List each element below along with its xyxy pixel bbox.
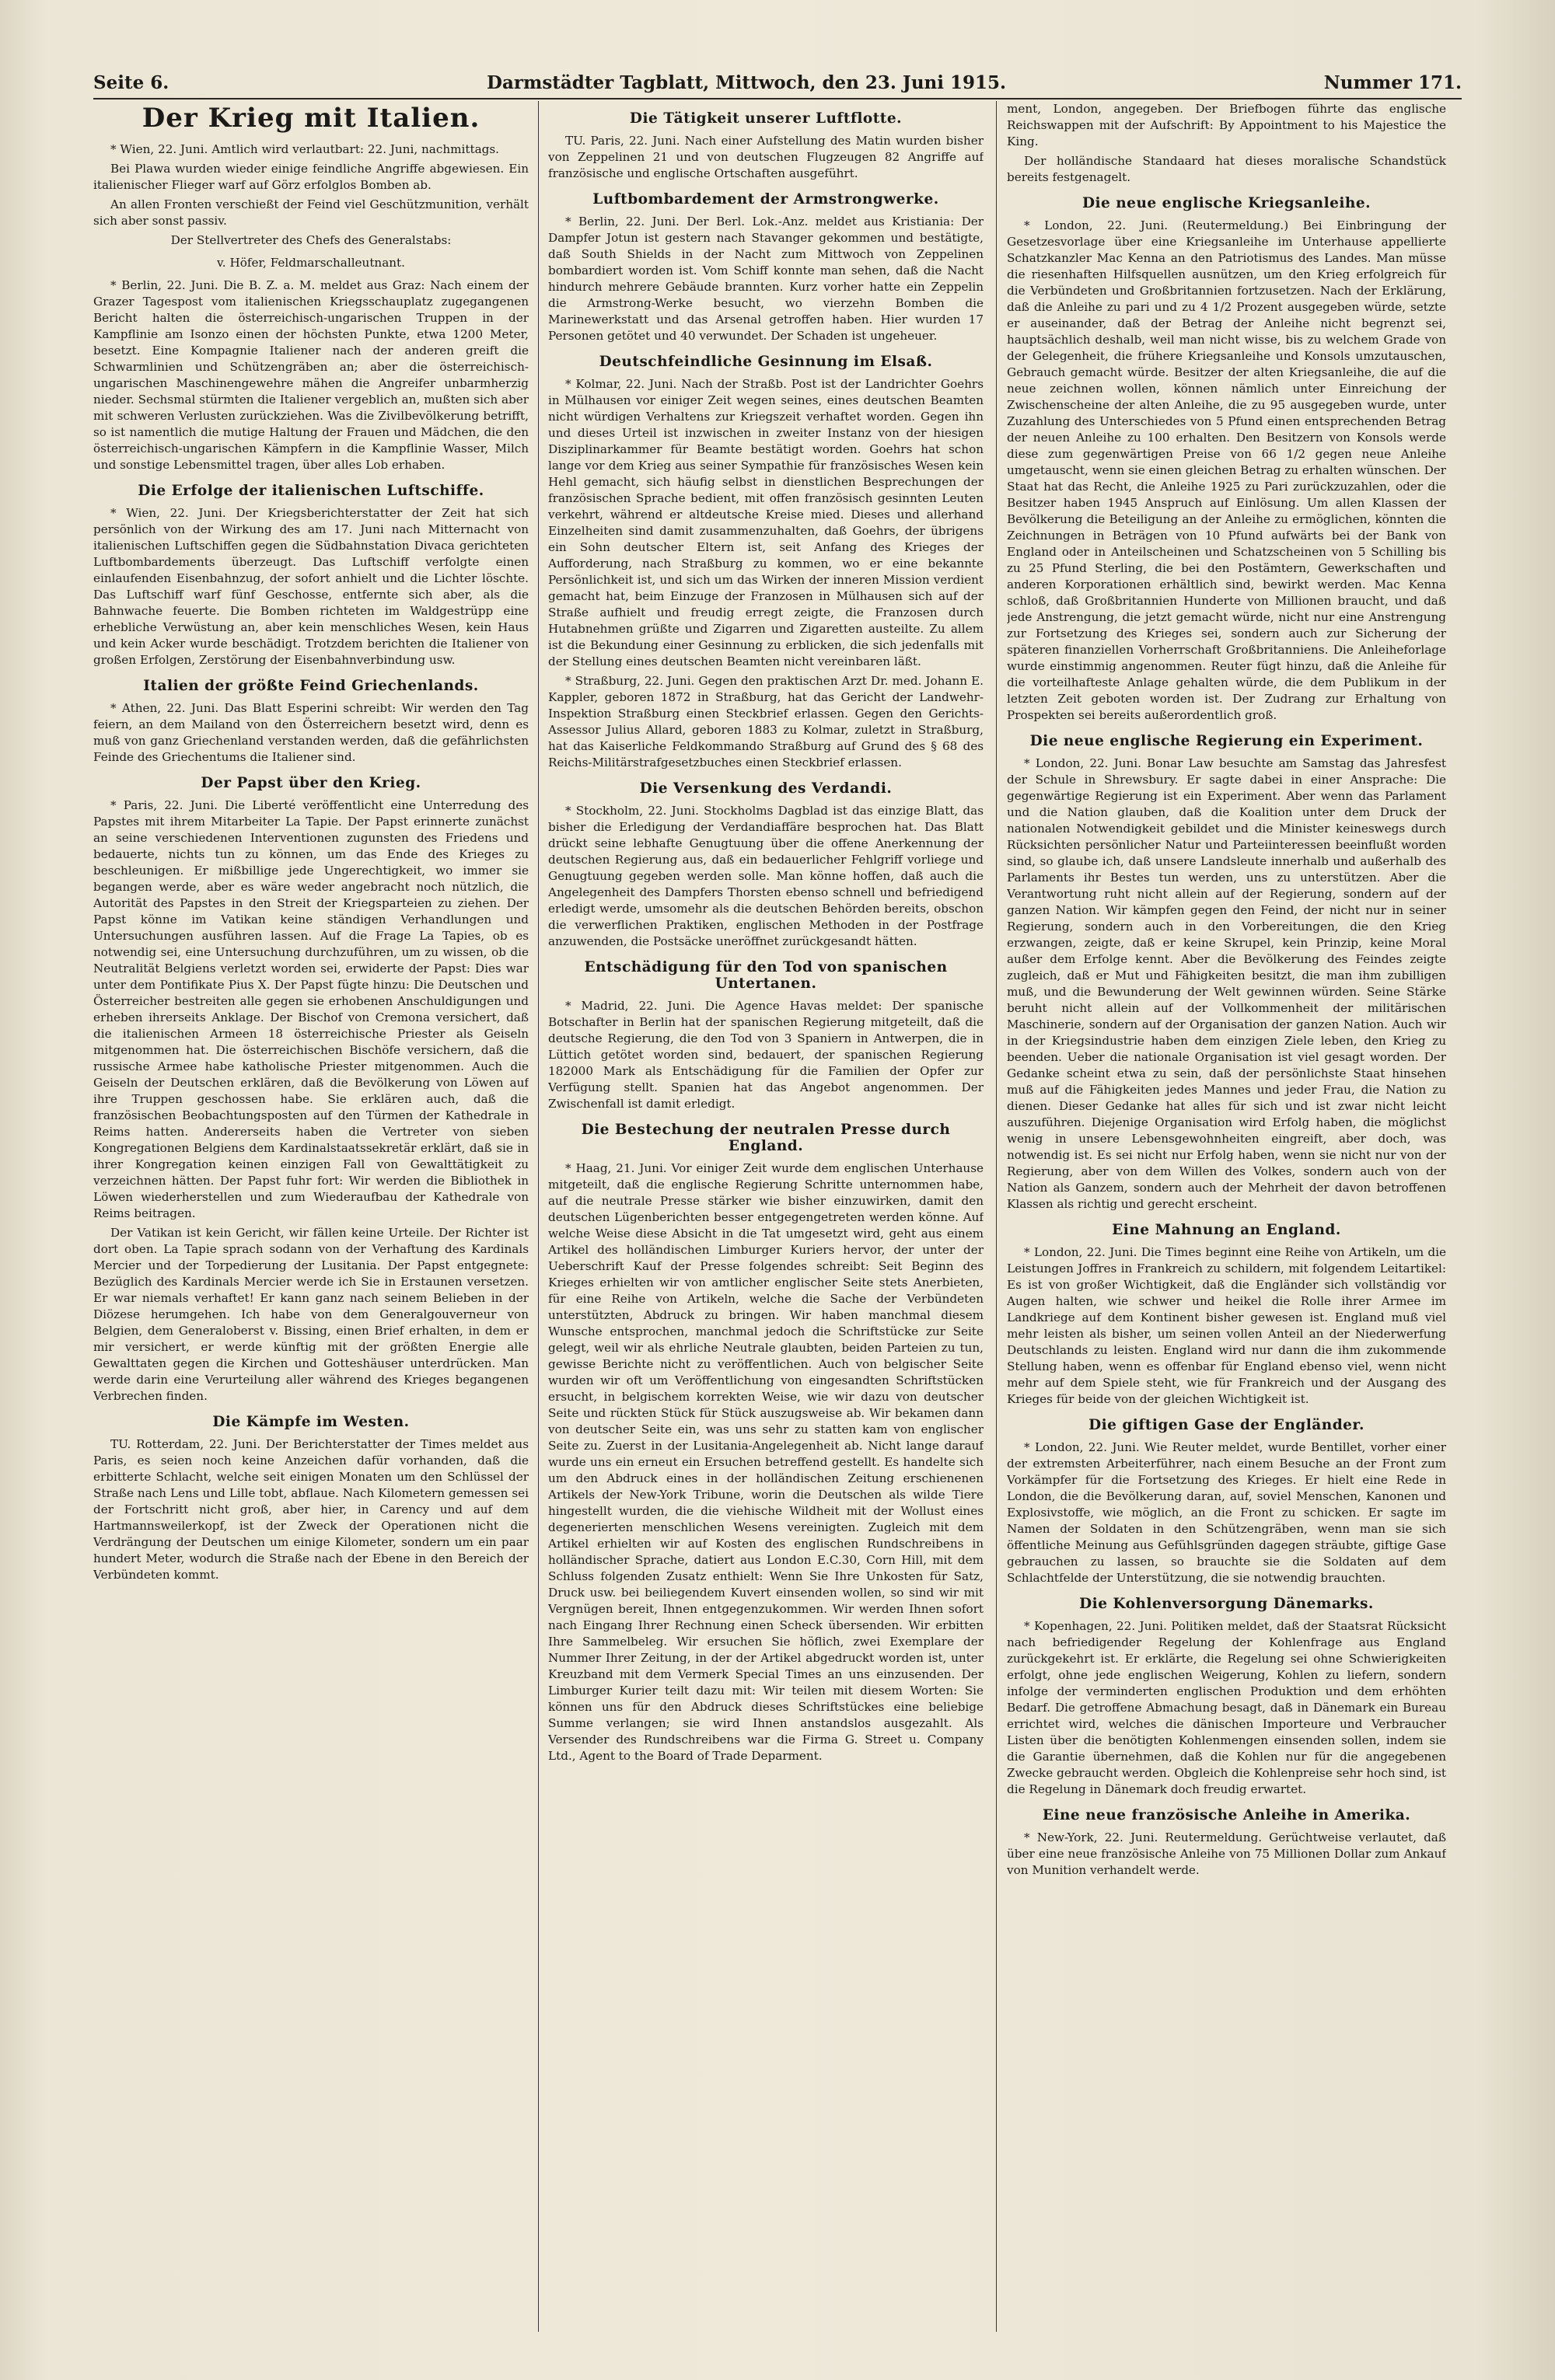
column-divider [538, 101, 539, 2332]
article-paragraph: An allen Fronten verschießt der Feind viel Geschützmunition, verhält sich aber sonst passiv. [93, 197, 529, 228]
article-paragraph: * New-York, 22. Juni. Reutermeldung. Gerüchtweise verlautet, daß über eine neue französische Anleihe von 75 Millionen Dollar zum Ankauf von Munition verhandelt werde. [1007, 1830, 1446, 1877]
article-paragraph: Bei Plawa wurden wieder einige feindliche Angriffe abgewiesen. Ein italienischer Flieger warf auf Görz erfolglos Bomben ab. [93, 162, 529, 192]
article-paragraph: * Haag, 21. Juni. Vor einiger Zeit wurde dem englischen Unterhause mitgeteilt, daß die englische Regierung Schritte unternommen habe, auf die neutrale Presse stärker wie bisher einzuwirken, damit den deutschen Lügenberichten besser entgegengetreten werden könne. Auf welche Weise diese Absicht in die Tat umgesetzt wird, geht aus einem Artikel des holländischen Limburger Kuriers hervor, der unter der Ueberschrift Kauf der Presse folgendes schreibt: Seit Beginn des Krieges erhielten wir von amtlicher englischer Seite stets Anerbieten, für eine Reihe von Artikeln, welche die Sache der Verbündeten unterstützten, Abdruck zu bringen. Wir haben manchmal diesem Wunsche entsprochen, manchmal jedoch die Schriftstücke zur Seite gelegt, weil wir als ehrliche Neutrale glaubten, beiden Parteien zu tun, gewisse Berichte nicht zu veröffentlichen. Auch von belgischer Seite wurden wir oft um Veröffentlichung von eingesandten Schriftstücken ersucht, in belgischem korrekten Weise, wie wir dazu von deutscher Seite und rückten Stück für Stück auszugsweise ab. Wir bekamen dann von deutscher Seite ein, was uns sehr zu statten kam von englischer Seite zu. Zuerst in der Lusitania-Angelegenheit ab. Nicht lange darauf wurde uns ein erneut ein Ersuchen betreffend gestellt. Es handelte sich um den Abdruck eines in der holländischen Zeitung erschienenen Artikels der New-York Tribune, worin die Deutschen als wilde Tiere hingestellt wurden, die die viehische Wildheit mit der Wollust eines degenerierten menschlichen Wesens vereinigten. Zugleich mit dem Artikel erhielten wir auf Kosten des englischen Rundschreibens in holländischer Sprache, datiert aus London E.C.30, Corn Hill, mit dem Schluss folgenden Zusatz enthielt: Wenn Sie Ihre Unkosten für Satz, Druck usw. bei beiliegendem Kuvert einsenden wollen, so sind wir mit Vergnügen bereit, Ihnen entgegenzukommen. Wir werden Ihnen sofort nach Eingang Ihrer Rechnung einen Scheck übersenden. Wir erbitten Ihre Sammelbeleg. Wir ersuchen Sie höflich, zwei Exemplare der Nummer Ihrer Zeitung, in der der Artikel abgedruckt worden ist, unter Kreuzband mit dem Vermerk Special Times an uns einzusenden. Der Limburger Kurier teilt dazu mit: Wir teilen mit diesem Worten: Sie können uns für den Abdruck dieses Schriftstückes eine beliebige Summe verlangen; sie wird Ihnen anstandslos ausgezahlt. Als Versender des Rundschreibens war die Firma G. Street u. Company Ltd., Agent to the Board of Trade Deparment. [548, 1161, 984, 1763]
article-headline: Die Tätigkeit unserer Luftflotte. [629, 110, 903, 127]
article-paragraph: * London, 22. Juni. Bonar Law besuchte am Samstag das Jahresfest der Schule in Shrewsbury. Er sagte dabei in einer Ansprache: Die gegenwärtige Regierung ist ein Experiment. Aber wenn das Parlament und die Nation glauben, daß die Koalition unter dem Druck der nationalen Notwendigkeit gebildet und die Minister keineswegs durch Rücksichten persönlicher Natur und Parteiinteressen beeinflußt worden sind, so glaube ich, daß unsere Landsleute innerhalb und außerhalb des Parlaments ihr Bestes tun werden, uns zu unterstützen. Aber die Verantwortung ruht nicht allein auf der Regierung, sondern auf der ganzen Nation. Wir kämpfen gegen den Feind, der nicht nur in seiner Regierung, sondern auch in den Vorbereitungen, die den Krieg erzwangen, zeigte, daß er keine Skrupel, kein Prinzip, keine Moral außer dem Erfolge kennt. Aber die Bevölkerung des Feindes zeigte zugleich, daß er Mut und Fähigkeiten besitzt, die man ihm zubilligen muß, und die Bewunderung der Welt gewinnen würden. Seine Stärke beruht nicht allein auf der Vollkommenheit der militärischen Maschinerie, sondern auf der Organisation der ganzen Nation. Auch wir in der Kriegsindustrie haben dem einzigen Ziele leben, den Krieg zu beenden. Ueber die nationale Organisation ist viel gesagt worden. Der Gedanke scheint etwa zu sein, daß der persönlichste Staat hinsehen muß auf die Fähigkeiten jedes Mannes und jeder Frau, die Nation zu dienen. Dieser Gedanke hat alles für sich und ist zwar nicht leicht auszuführen. Diejenige Organisation wird Erfolg haben, die möglichst wenig in unsere Lebensgewohnheiten eingreift, aber doch, was notwendig ist. Es sei nicht nur Erfolg haben, wenn sie nicht nur von der Regierung, aber von dem Willen des Volkes, sondern auch von der Nation als Ganzem, sondern auch der Mehrheit der davon betroffenen Klassen als richtig und gerecht erscheint. [1007, 756, 1446, 1211]
column-3 [1007, 101, 1446, 2340]
newspaper-title: Darmstädter Tagblatt, Mittwoch, den 23. Juni 1915. [487, 72, 1007, 93]
article-headline: Italien der größte Feind Griechenlands. [143, 678, 479, 694]
article-paragraph: * Kolmar, 22. Juni. Nach der Straßb. Post ist der Landrichter Goehrs in Mülhausen vor einiger Zeit wegen seines, eines deutschen Beamten nicht würdigen Verhaltens zur Kriegszeit verhaftet worden. Gegen ihn und dieses Urteil ist inzwischen in zweiter Instanz von der hiesigen Disziplinarkammer für Beamte bestätigt worden. Goehrs hat schon lange vor dem Krieg aus seiner Sympathie für französisches Wesen kein Hehl gemacht, sich häufig selbst in dienstlichen Besprechungen der französischen Sprache bedient, mit offen französisch gesinnten Leuten verkehrt, während er altdeutsche Kreise mied. Dieses und allerhand Einzelheiten sind damit zusammenzuhalten, daß Goehrs, der übrigens ein Sohn deutscher Eltern ist, seit Anfang des Krieges der Aufforderung, nach Straßburg zu kommen, wo er eine bekannte Persönlichkeit ist, und sich um das Wirken der inneren Mission verdient gemacht hat, beim Einzuge der Franzosen in Mülhausen sich auf der Straße aufhielt und freudig erregt zeigte, die Franzosen durch Hutabnehmen grüßte und Zigarren und Zigaretten austeilte. Zu allem ist die Bekundung einer Gesinnung zu erblicken, die sich jedenfalls mit der Stellung eines deutschen Beamten nicht vereinbaren läßt. [548, 377, 984, 668]
column-divider [996, 101, 997, 2332]
article-paragraph: * Kopenhagen, 22. Juni. Politiken meldet, daß der Staatsrat Rücksicht nach befriedigender Regelung der Kohlenfrage aus England zurückgekehrt ist. Er erklärte, die Regelung sei ohne Schwierigkeiten erfolgt, ohne jede englischen Weigerung, Kohlen zu liefern, sondern infolge der verminderten englischen Produktion und dem erhöhten Bedarf. Die getroffene Abmachung besagt, daß in Dänemark ein Bureau errichtet wird, welches die dänischen Importeure und Verbraucher Listen über die benötigten Kohlenmengen einsenden sollen, indem sie die Garantie übernehmen, daß die Kohlen nur für die angegebenen Zwecke gebraucht werden. Obgleich die Kohlenpreise sehr hoch sind, ist die Regelung in Dänemark doch freudig erwartet. [1007, 1619, 1446, 1796]
article-paragraph: ment, London, angegeben. Der Briefbogen führte das englische Reichswappen mit der Aufschrift: By Appointment to his Majestice the King. [1007, 102, 1446, 148]
article-headline: Der Papst über den Krieg. [201, 775, 421, 791]
article-headline: Luftbombardement der Armstrongwerke. [592, 191, 939, 208]
article-paragraph: * Berlin, 22. Juni. Die B. Z. a. M. meldet aus Graz: Nach einem der Grazer Tagespost vom italienischen Kriegsschauplatz zugegangenen Bericht halten die österreichisch-ungarischen Truppen in der Kampflinie am Isonzo einen der höchsten Punkte, etwa 1200 Meter, besetzt. Eine Kompagnie Italiener nach der anderen greift die Schwarmlinien und Schützengräben an; aber die österreichisch-ungarischen Maschinengewehre mähen die Angreifer unbarmherzig nieder. Sechsmal stürmten die Italiener vergeblich an, mußten sich aber mit schweren Verlusten zurückziehen. Was die Zivilbevölkerung betrifft, so ist namentlich die mutige Haltung der Frauen und Mädchen, die den österreichisch-ungarischen Kämpfern in die Kampflinie Wasser, Milch und sonstige Lebensmittel tragen, über alles Lob erhaben. [93, 278, 529, 472]
main-headline: Der Krieg mit Italien. [142, 103, 480, 134]
article-paragraph: * Athen, 22. Juni. Das Blatt Esperini schreibt: Wir werden den Tag feiern, an dem Mailand von den Österreichern besetzt wird, denn es muß von ganz Griechenland verstanden werden, daß die gefährlichsten Feinde des Griechentums die Italiener sind. [93, 701, 529, 764]
signature-line: v. Höfer, Feldmarschalleutnant. [217, 256, 405, 270]
article-headline: Entschädigung für den Tod von spanischen Untertanen. [584, 959, 948, 992]
article-headline: Die neue englische Kriegsanleihe. [1082, 195, 1372, 211]
article-headline: Die Kämpfe im Westen. [212, 1414, 410, 1430]
column-1 [93, 101, 529, 2340]
article-headline: Eine Mahnung an England. [1112, 1222, 1341, 1238]
article-paragraph: * Berlin, 22. Juni. Der Berl. Lok.-Anz. meldet aus Kristiania: Der Dampfer Jotun ist gestern nach Stavanger gekommen und bestätigte, daß South Shields in der Nacht zum Mittwoch von Zeppelinen bombardiert worden ist. Vom Schiff konnte man sehen, daß die Nacht hindurch mehrere Gebäude brannten. Kurz vorher hatte ein Zeppelin die Armstrong-Werke besucht, wo vierzehn Bomben die Marinewerkstatt und das Arsenal getroffen haben. Hier wurden 17 Personen getötet und 40 verwundet. Der Schaden ist ungeheuer. [548, 215, 984, 343]
page-number: Seite 6. [93, 72, 169, 93]
article-headline: Eine neue französische Anleihe in Amerika. [1042, 1807, 1411, 1823]
article-paragraph: * Madrid, 22. Juni. Die Agence Havas meldet: Der spanische Botschafter in Berlin hat der spanischen Regierung mitgeteilt, daß die deutsche Regierung, die den Tod von 3 Spaniern in Antwerpen, die in Lüttich getötet worden sind, bedauert, der spanischen Regierung 182000 Mark als Entschädigung für die Familien der Opfer zur Verfügung stellt. Spanien hat das Angebot angenommen. Der Zwischenfall ist damit erledigt. [548, 999, 984, 1111]
article-paragraph: TU. Paris, 22. Juni. Nach einer Aufstellung des Matin wurden bisher von Zeppelinen 21 und von deutschen Flugzeugen 82 Angriffe auf französische und englische Ortschaften ausgeführt. [548, 134, 984, 180]
article-paragraph: Der Vatikan ist kein Gericht, wir fällen keine Urteile. Der Richter ist dort oben. La Tapie sprach sodann von der Verhaftung des Kardinals Mercier und der Torpedierung der Lusitania. Der Papst entgegnete: Bezüglich des Kardinals Mercier werde ich Sie in Erstaunen versetzen. Er war niemals verhaftet! Er kann ganz nach seinem Belieben in der Diözese herumgehen. Ich habe von dem Generalgouverneur von Belgien, dem Generaloberst v. Bissing, einen Brief erhalten, in dem er mir versichert, er werde künftig mit der größten Energie alle Gewalttaten gegen die Kirchen und Gotteshäuser unterdrücken. Man werde darin eine Verurteilung aller während des Krieges begangenen Verbrechen finden. [93, 1226, 529, 1403]
masthead [93, 54, 1462, 99]
article-paragraph: * Wien, 22. Juni. Der Kriegsberichterstatter der Zeit hat sich persönlich von der Wirkung des am 17. Juni nach Mitternacht von italienischen Luftschiffen gegen die Südbahnstation Divaca gerichteten Luftbombardements überzeugt. Das Luftschiff verfolgte einen einlaufenden Eisenbahnzug, der sofort anhielt und die Lichter löschte. Das Luftschiff warf fünf Geschosse, entfernte sich aber, als die Bahnwache feuerte. Die Bomben richteten im Waldgestrüpp eine erhebliche Verwüstung an, aber kein menschliches Wesen, kein Haus und kein Acker wurde beschädigt. Trotzdem berichten die Italiener von großen Erfolgen, Zerstörung der Eisenbahnverbindung usw. [93, 506, 529, 667]
article-headline: Die neue englische Regierung ein Experiment. [1029, 733, 1424, 749]
signature-line: Der Stellvertreter des Chefs des Generalstabs: [170, 233, 452, 247]
article-headline: Die Kohlenversorgung Dänemarks. [1079, 1596, 1374, 1612]
article-paragraph: TU. Rotterdam, 22. Juni. Der Berichterstatter der Times meldet aus Paris, es seien noch keine Anzeichen dafür vorhanden, daß die erbitterte Schlacht, welche seit einigen Monaten um den Schlüssel der Straße nach Lens und Lille tobt, abflaue. Nach Kilometern gemessen sei der Fortschritt nicht groß, aber hier, in Carency und auf dem Hartmannsweilerkopf, ist der Zweck der Operationen nicht die Verdrängung der Deutschen um einige Kilometer, sondern um ein paar hundert Meter, wodurch die Straße nach der Ebene in den Bereich der Verbündeten kommt. [93, 1437, 529, 1582]
article-paragraph: Der holländische Standaard hat dieses moralische Schandstück bereits festgenagelt. [1007, 154, 1446, 184]
issue-number: Nummer 171. [1323, 72, 1462, 93]
article-headline: Die giftigen Gase der Engländer. [1088, 1417, 1365, 1433]
article-paragraph: * Paris, 22. Juni. Die Liberté veröffentlicht eine Unterredung des Papstes mit ihrem Mitarbeiter La Tapie. Der Papst erinnerte zunächst an seine verschiedenen Interventionen zugunsten des Friedens und bedauerte, nichts tun zu können, um das Ende des Krieges zu beschleunigen. Er mißbillige jede Ungerechtigkeit, wo immer sie begangen werde, aber es wäre weder angebracht noch nützlich, die Autorität des Papstes in den Streit der Kriegsparteien zu ziehen. Der Papst könne im Vatikan keine ständigen Verhandlungen und Untersuchungen ausführen lassen. Auf die Frage La Tapies, ob es notwendig sei, eine Untersuchung durchzuführen, um zu wissen, ob die Neutralität Belgiens verletzt worden sei, erwiderte der Papst: Dies war unter dem Pontifikate Pius X. Der Papst fügte hinzu: Die Deutschen und Österreicher bestreiten alle gegen sie erhobenen Anschuldigungen und erheben ihrerseits Anklage. Der Bischof von Cremona versichert, daß die italienischen Armeen 18 österreichische Priester als Geiseln mitgenommen hat. Die österreichischen Bischöfe versichern, daß die russische Armee habe katholische Priester mitgenommen. Auch die Geiseln der Deutschen erklären, daß die Bevölkerung von Löwen auf ihre Truppen geschossen habe. Sie erklären auch, daß die französischen Beobachtungsposten auf den Türmen der Kathedrale in Reims hatten. Andererseits haben die Vertreter von sieben Kongregationen Belgiens dem Kardinalstaatssekretär erklärt, daß sie in ihrer Kongregation keinen einzigen Fall von Gewalttätigkeit zu verzeichnen hätten. Der Papst fuhr fort: Wir werden die Bibliothek in Löwen wiederherstellen und zum Wiederaufbau der Kathedrale von Reims beitragen. [93, 798, 529, 1220]
article-paragraph: * London, 22. Juni. Wie Reuter meldet, wurde Bentillet, vorher einer der extremsten Arbeiterführer, nach einem Besuche an der Front zum Vorkämpfer für die Fortsetzung des Krieges. Er hielt eine Rede in London, die die Bevölkerung daran, auf, soviel Menschen, Kanonen und Explosivstoffe, wie möglich, an die Front zu schicken. Er sagte im Namen der Soldaten in den Schützengräben, wenn man sie sich öffentliche Meinung aus Gefühlsgründen dagegen sträubte, giftige Gase gebrauchen zu lassen, so brauchte sie die Soldaten auf dem Schlachtfelde der Unterstützung, die sie notwendig brauchten. [1007, 1440, 1446, 1585]
article-paragraph: * Stockholm, 22. Juni. Stockholms Dagblad ist das einzige Blatt, das bisher die Erledigung der Verdandiaffäre besprochen hat. Das Blatt drückt seine lebhafte Genugtuung über die offene Anerkennung der deutschen Regierung aus, daß ein bedauerlicher Fehlgriff vorliege und Genugtuung gegeben werden solle. Man könne hoffen, daß auch die Angelegenheit des Dampfers Thorsten ebenso schnell und befriedigend erledigt werde, umsomehr als die deutschen Behörden bereits, obschon die verwerflichen Praktiken, englischen Methoden in der Postfrage anzuwenden, die Postsäcke uneröffnet zurückgesandt hätten. [548, 804, 984, 948]
article-paragraph: * Straßburg, 22. Juni. Gegen den praktischen Arzt Dr. med. Johann E. Kappler, geboren 1872 in Straßburg, hat das Gericht der Landwehr-Inspektion Straßburg einen Steckbrief erlassen. Gegen den Gerichts-Assessor Julius Allard, geboren 1883 zu Kolmar, zuletzt in Straßburg, hat das Kaiserliche Feldkommando Straßburg auf Grund des § 68 des Reichs-Militärstrafgesetzbuches einen Steckbrief erlassen. [548, 674, 984, 769]
article-headline: Die Erfolge der italienischen Luftschiffe. [138, 483, 484, 499]
article-paragraph: * London, 22. Juni. (Reutermeldung.) Bei Einbringung der Gesetzesvorlage über eine Kriegsanleihe im Unterhause appellierte Schatzkanzler Mac Kenna an den Patriotismus des Landes. Man müsse die riesenhaften Hilfsquellen ausnützen, um den Krieg erfolgreich für die Verbündeten und Großbritannien fortzusetzen. Nach der Erklärung, daß die Anleihe zu pari und zu 4 1/2 Prozent ausgegeben würde, setzte er auseinander, daß der Betrag der Anleihe nicht begrenzt sei, hauptsächlich deshalb, weil man nicht wisse, bis zu welchem Grade von der Gelegenheit, die frühere Kriegsanleihe und Konsols umzutauschen, Gebrauch gemacht würde. Besitzer der alten Kriegsanleihe, die auf die neue zeichnen wollen, können nämlich unter Einreichung der Zwischenscheine der alten Anleihe, die zu 95 ausgegeben wurde, unter Zuzahlung des Unterschiedes von 5 Pfund einen entsprechenden Betrag der neuen Anleihe zu 100 erhalten. Den Besitzern von Konsols werde diese zum gegenwärtigen Preise von 66 1/2 gegen neue Anleihe umgetauscht, wenn sie einen gleichen Betrag zu erhalten wünschen. Der Staat hat das Recht, die Anleihe 1925 zu Pari zurückzuzahlen, oder die Besitzer haben 1945 Anspruch auf Einlösung. Um allen Klassen der Bevölkerung die Beteiligung an der Anleihe zu ermöglichen, könnten die Zeichnungen in Beträgen von 10 Pfund aufwärts bei der Bank von England oder in Anteilscheinen und Schatzscheinen von 5 Schilling bis zu 25 Pfund Sterling, die bei den Postämtern, Gewerkschaften und anderen Korporationen erhältlich sind, bewirkt werden. Mac Kenna schloß, daß Großbritannien Hunderte von Millionen braucht, und daß jede Anstrengung, die jetzt gemacht würde, nicht nur eine Anstrengung zur Fortsetzung des Krieges sei, sondern auch zur Sicherung der späteren finanziellen Vorherrschaft Großbritanniens. Die Anleiheforlage wurde einstimmig angenommen. Reuter fügt hinzu, daß die Anleihe für die vorteilhafteste Anlage gehalten würde, die dem Publikum in der letzten Zeit geboten worden ist. Der Zudrang zur Erhaltung von Prospekten sei bereits außerordentlich groß. [1007, 218, 1446, 722]
column-2 [548, 101, 984, 2340]
article-headline: Die Versenkung des Verdandi. [639, 780, 893, 797]
article-headline: Die Bestechung der neutralen Presse durch England. [581, 1122, 951, 1154]
article-headline: Deutschfeindliche Gesinnung im Elsaß. [599, 354, 933, 370]
article-paragraph: * London, 22. Juni. Die Times beginnt eine Reihe von Artikeln, um die Leistungen Joffres in Frankreich zu schildern, mit folgendem Leitartikel: Es ist von großer Wichtigkeit, daß die Engländer sich vollständig vor Augen halten, wie schwer und heikel die Rolle ihrer Armee im Landkriege auf dem Kontinent bisher gewesen ist. England muß viel mehr leisten als bisher, um seinen vollen Anteil an der Niederwerfung Deutschlands zu leisten. England wird nur dann die ihm zukommende Stellung haben, wenn es offenbar für England ebenso viel, wenn nicht mehr auf dem Spiele steht, wie für Frankreich und der Ausgang des Krieges für beide von der gleichen Wichtigkeit ist. [1007, 1245, 1446, 1406]
article-paragraph: * Wien, 22. Juni. Amtlich wird verlautbart: 22. Juni, nachmittags. [110, 142, 500, 156]
